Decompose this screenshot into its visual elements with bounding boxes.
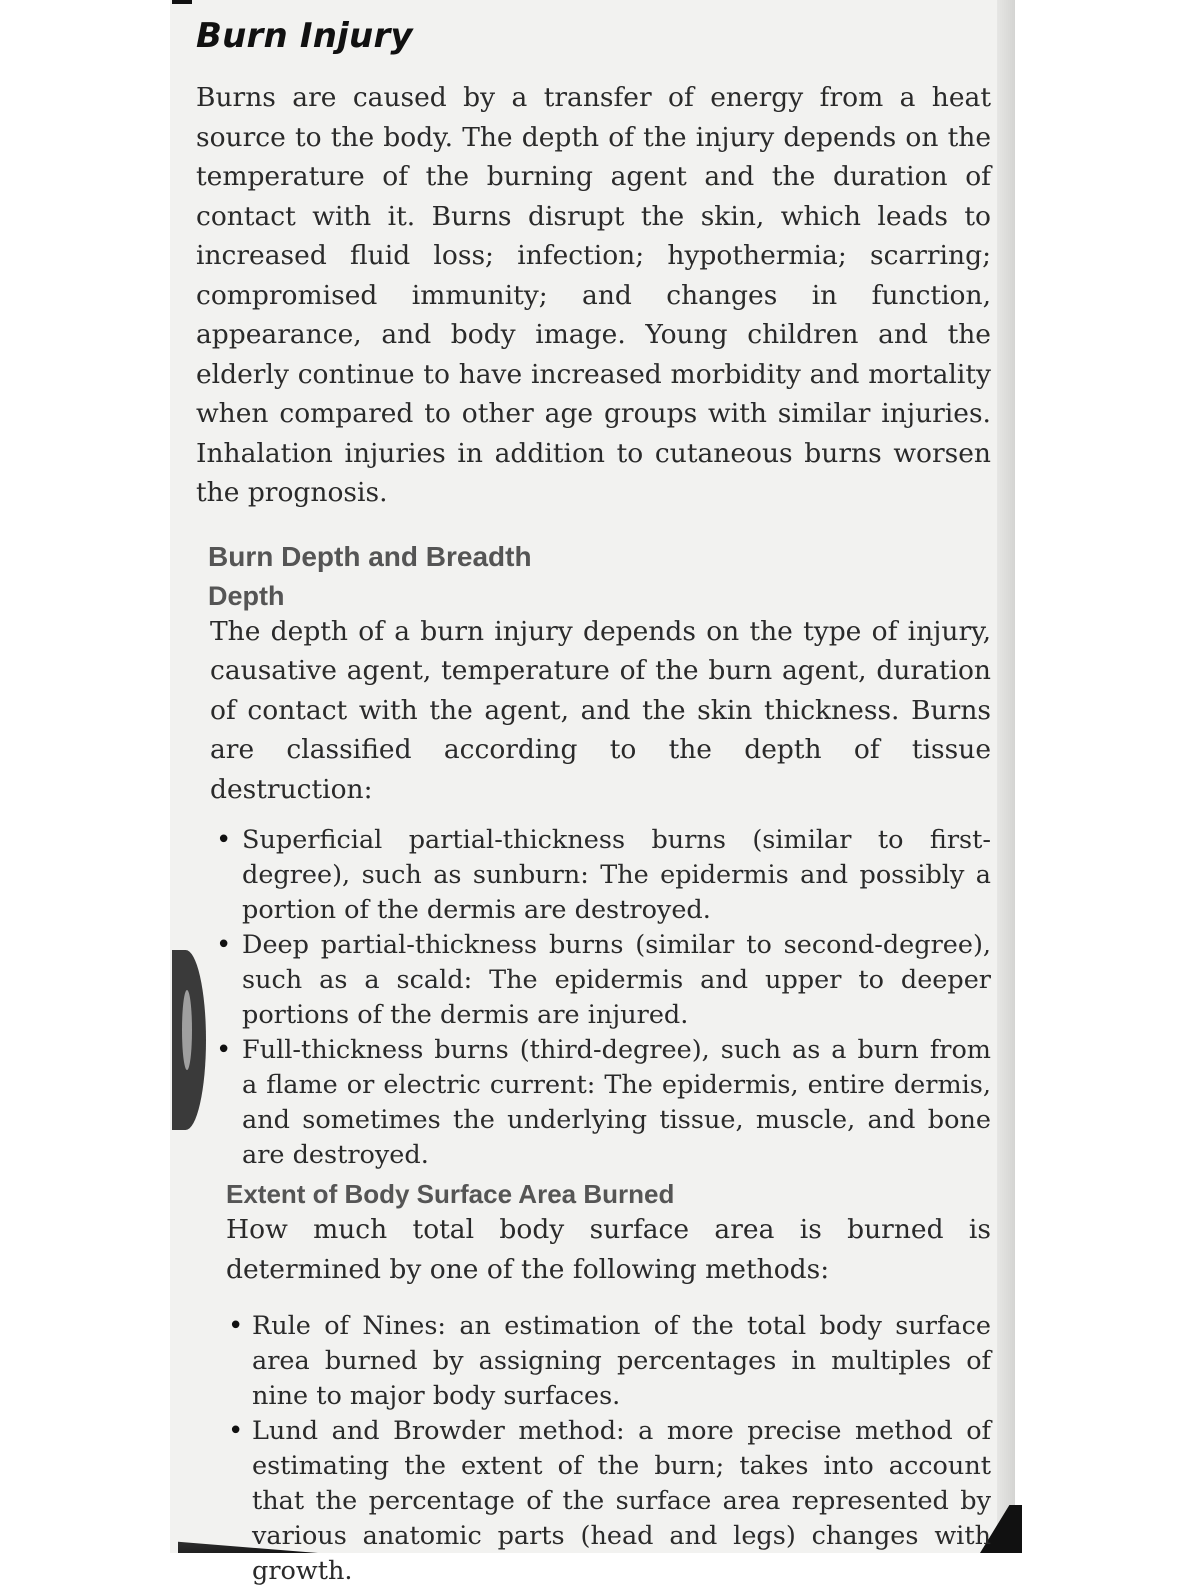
bullet-icon: •: [228, 1416, 244, 1446]
bullet-text: Superficial partial-thickness burns (similar to first-degree), such as sunburn: The epidermis and possibly a portion of the dermis are destroyed.: [242, 825, 991, 925]
page-edge: [997, 0, 1015, 1553]
scan-corner-mark: [172, 0, 192, 4]
intro-paragraph: Burns are caused by a transfer of energy from a heat source to the body. The depth of the injury depends on the temperature of the burning agent and the duration of contact with it. Burns disrupt the skin, which leads to increased fluid loss; infection; hypothermia; scarring; compromised immunity; and changes in function, appearance, and body image. Young children and the elderly continue to have increased morbidity and mortality when compared to other age groups with similar injuries. Inhalation injuries in addition to cutaneous burns worsen the prognosis.: [196, 82, 991, 508]
depth-paragraph: The depth of a burn injury depends on the type of injury, causative agent, temperature of the burn agent, duration of contact with the agent, and the skin thickness. Burns are classified according to the depth of tissue destruction:: [210, 615, 991, 805]
list-item: [228, 1309, 991, 1414]
bullet-icon: •: [216, 930, 232, 960]
extent-paragraph: How much total body surface area is burned is determined by one of the following methods:: [226, 1214, 991, 1285]
list-item: [216, 1033, 991, 1173]
page-content: [196, 10, 991, 1589]
depth-heading: Depth: [208, 580, 285, 611]
bullet-icon: •: [216, 1035, 232, 1065]
extent-bullet-list: [228, 1309, 991, 1589]
list-item: [228, 1414, 991, 1589]
bullet-text: Deep partial-thickness burns (similar to second-degree), such as a scald: The epidermis and upper to deeper portions of the dermis are injured.: [242, 930, 991, 1030]
bullet-icon: •: [228, 1311, 244, 1341]
bullet-icon: •: [216, 825, 232, 855]
list-item: [216, 823, 991, 928]
section-heading: Burn Depth and Breadth: [208, 540, 532, 572]
extent-heading: Extent of Body Surface Area Burned: [226, 1179, 675, 1209]
bullet-text: Lund and Browder method: a more precise method of estimating the extent of the burn; takes into account that the percentage of the surface area represented by various anatomic parts (head and legs) changes with growth.: [252, 1416, 991, 1586]
depth-bullet-list: [216, 823, 991, 1173]
bullet-text: Full-thickness burns (third-degree), such as a burn from a flame or electric current: The epidermis, entire dermis, and sometimes the underlying tissue, muscle, and bone are destroyed.: [242, 1035, 991, 1170]
list-item: [216, 928, 991, 1033]
bullet-text: Rule of Nines: an estimation of the total body surface area burned by assigning percentages in multiples of nine to major body surfaces.: [252, 1311, 991, 1411]
page-title: Burn Injury: [196, 16, 413, 56]
